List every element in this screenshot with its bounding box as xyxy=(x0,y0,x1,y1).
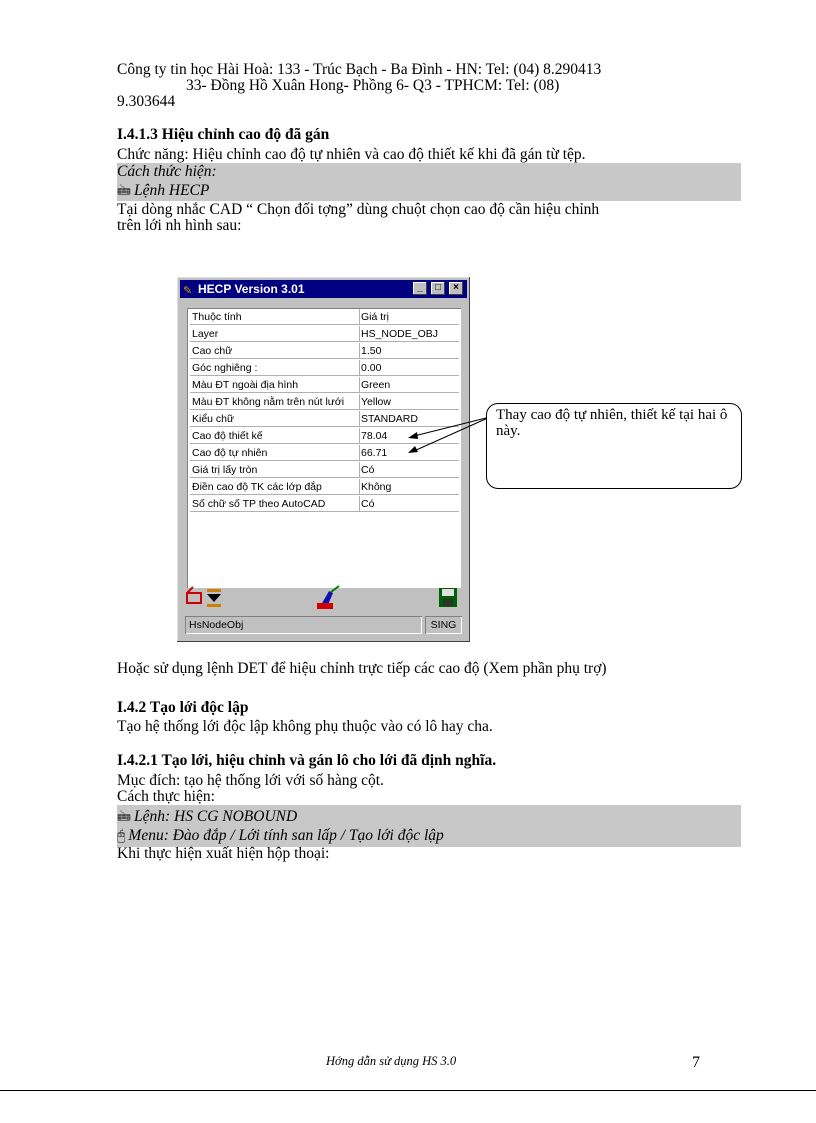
design-elevation-value[interactable]: 78.04 xyxy=(359,428,459,444)
det-note: Hoặc sử dụng lệnh DET để hiệu chỉnh trực tiếp các cao độ (Xem phần phụ trợ) xyxy=(117,660,607,677)
natural-elevation-value[interactable]: 66.71 xyxy=(359,445,459,461)
how-text: Cách thực hiện: xyxy=(117,788,215,805)
command-line-2 xyxy=(117,809,297,826)
how-label: Cách thức hiện: xyxy=(117,163,217,180)
property-value[interactable]: HS_NODE_OBJ xyxy=(359,326,459,342)
maximize-button[interactable]: □ xyxy=(431,282,445,295)
property-value[interactable]: Không xyxy=(359,479,459,495)
property-name: Layer xyxy=(190,326,360,342)
header-property: Thuộc tính xyxy=(190,309,360,325)
property-name: Điền cao độ TK các lớp đắp xyxy=(190,479,360,495)
table-row[interactable] xyxy=(187,479,461,495)
toolbar-icons xyxy=(181,583,466,613)
page-number: 7 xyxy=(692,1054,700,1071)
company-line-1: Công ty tin học Hài Hoà: 133 - Trúc Bạch - Ba Đình - HN: Tel: (04) 8.290413 xyxy=(117,61,602,78)
status-object-type: HsNodeObj xyxy=(185,616,422,634)
footer-text: Hớng dẫn sử dụng HS 3.0 xyxy=(326,1054,457,1068)
table-row[interactable] xyxy=(187,360,461,376)
company-line-3: 9.303644 xyxy=(117,93,176,110)
dropdown-arrow-icon[interactable] xyxy=(207,589,221,607)
property-name: Màu ĐT ngoài địa hình xyxy=(190,377,360,393)
property-name: Cao chữ xyxy=(190,343,360,359)
property-value[interactable]: Yellow xyxy=(359,394,459,410)
minimize-button[interactable]: _ xyxy=(413,282,427,295)
property-value[interactable]: 1.50 xyxy=(359,343,459,359)
save-icon[interactable] xyxy=(439,588,457,607)
table-row[interactable] xyxy=(187,343,461,359)
property-name: Kiểu chữ xyxy=(190,411,360,427)
arrowhead-natural xyxy=(408,446,418,453)
callout-arrows xyxy=(380,395,500,465)
company-line-2: 33- Đồng Hồ Xuân Hong- Phồng 6- Q3 - TPHCM: Tel: (08) xyxy=(186,77,560,94)
property-name: Cao độ tự nhiên xyxy=(190,445,360,461)
arrow-to-design-elevation xyxy=(414,417,490,436)
menu-text: Menu: Đào đắp / Lới tính san lấp / Tạo lới độc lập xyxy=(128,827,444,844)
callout-text: Thay cao độ tự nhiên, thiết kế tại hai ô này. xyxy=(496,407,728,439)
command-text: Lệnh HECP xyxy=(134,182,210,199)
property-value[interactable]: Có xyxy=(359,462,459,478)
dialog-toolbar xyxy=(181,583,466,613)
dialog-statusbar xyxy=(185,616,462,634)
table-row[interactable] xyxy=(187,377,461,393)
section-heading-1421: I.4.2.1 Tạo lới, hiệu chỉnh và gán lô cho lới đã định nghĩa. xyxy=(117,752,497,769)
menu-line xyxy=(117,828,444,845)
table-row[interactable] xyxy=(187,326,461,342)
property-name: Giá trị lấy tròn xyxy=(190,462,360,478)
table-row[interactable] xyxy=(187,496,461,512)
arrowhead-design xyxy=(408,432,418,439)
purpose-text: Mục đích: tạo hệ thống lới với số hàng cột. xyxy=(117,772,384,789)
section-heading-1413: I.4.1.3 Hiệu chỉnh cao độ đã gán xyxy=(117,126,330,143)
property-value[interactable]: Có xyxy=(359,496,459,512)
property-name: Màu ĐT không nằm trên nút lưới xyxy=(190,394,360,410)
keyboard-icon: 🖮 xyxy=(117,184,131,199)
paint-brush-icon[interactable] xyxy=(317,586,339,609)
instruction-line-1: Tại dòng nhắc CAD “ Chọn đối tợng” dùng chuột chọn cao độ cần hiệu chỉnh xyxy=(117,201,600,218)
arrow-to-natural-elevation xyxy=(414,417,490,451)
section-142-text: Tạo hệ thống lới độc lập không phụ thuộc vào có lô hay cha. xyxy=(117,718,493,735)
keyboard-icon: 🖮 xyxy=(117,810,131,825)
grid-header xyxy=(187,309,461,325)
property-value[interactable]: STANDARD xyxy=(359,411,459,427)
dialog-title: HECP Version 3.01 xyxy=(198,282,305,296)
section-heading-142: I.4.2 Tạo lới độc lập xyxy=(117,699,249,716)
dialog-titlebar xyxy=(180,280,467,298)
mouse-icon: 🖰 xyxy=(117,829,126,844)
status-mode: SING xyxy=(425,616,462,634)
property-value[interactable]: 0.00 xyxy=(359,360,459,376)
after-text: Khi thực hiện xuất hiện hộp thoại: xyxy=(117,845,330,862)
property-name: Cao độ thiết kế xyxy=(190,428,360,444)
select-object-icon[interactable] xyxy=(187,587,201,603)
app-icon: ✎ xyxy=(183,285,193,297)
property-name: Số chữ số TP theo AutoCAD xyxy=(190,496,360,512)
footer-rule xyxy=(0,1090,816,1091)
command-line xyxy=(117,183,209,200)
header-value: Giá trị xyxy=(359,309,459,325)
close-button[interactable]: × xyxy=(449,282,463,295)
command-text-2: Lệnh: HS CG NOBOUND xyxy=(134,808,298,825)
property-value[interactable]: Green xyxy=(359,377,459,393)
function-text: Chức năng: Hiệu chỉnh cao độ tự nhiên và cao độ thiết kế khi đã gán từ tệp. xyxy=(117,146,586,163)
instruction-line-2: trên lới nh hình sau: xyxy=(117,217,242,234)
property-name: Góc nghiêng : xyxy=(190,360,360,376)
